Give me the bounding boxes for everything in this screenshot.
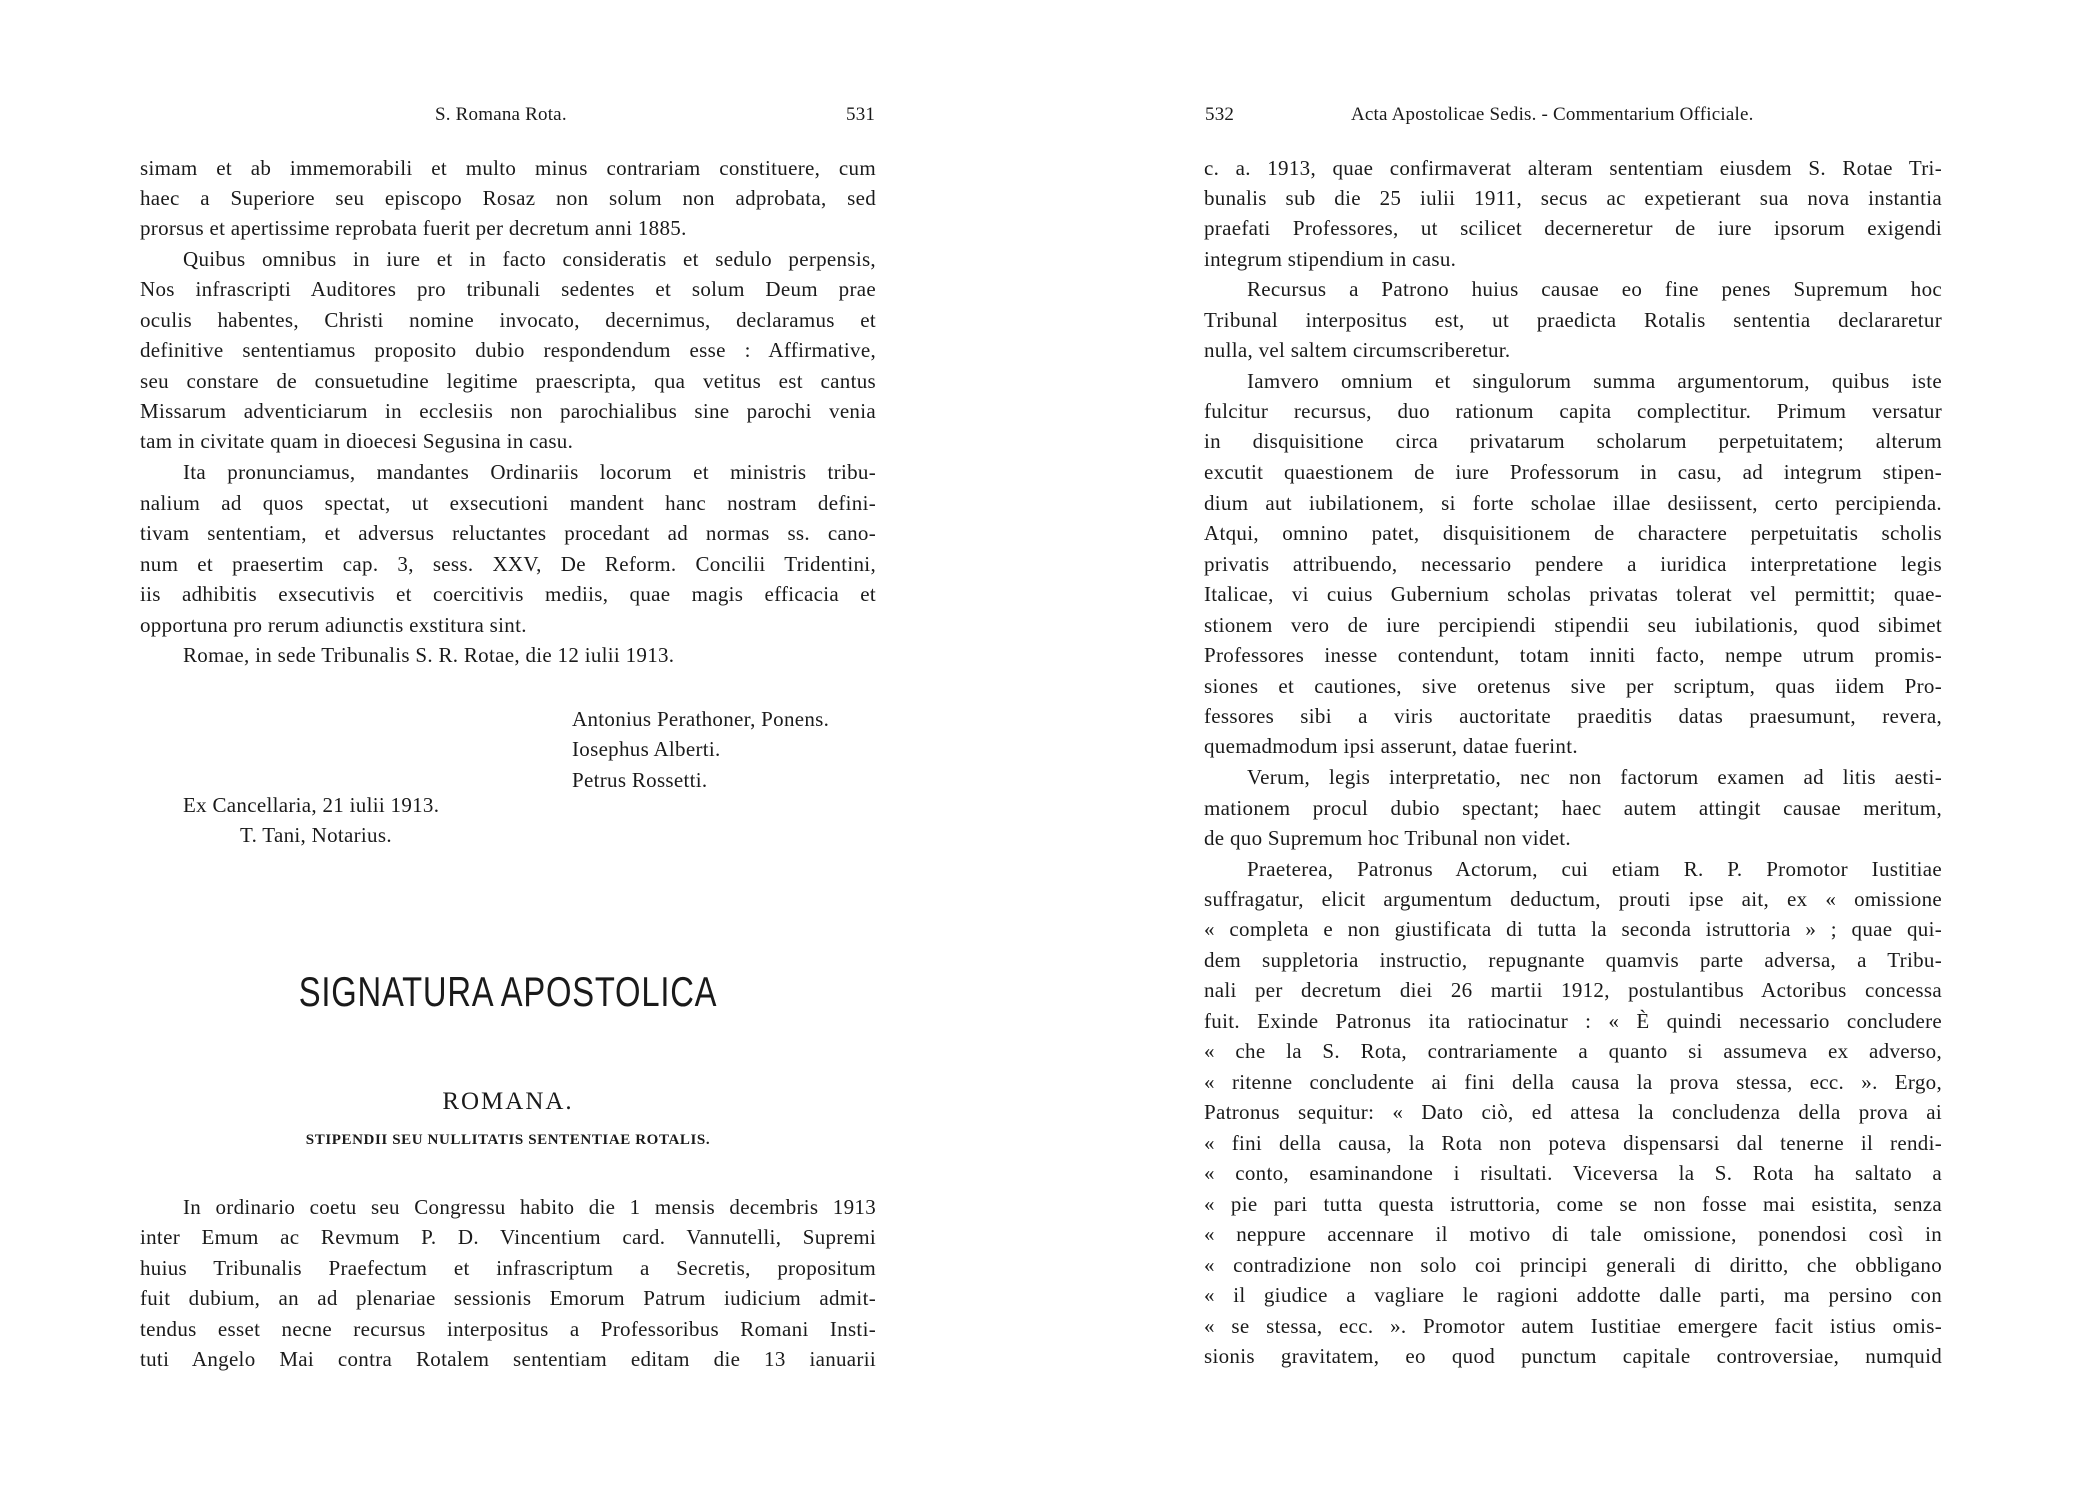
text-line: stionem vero de iure percipiendi stipendii seu iubilationis, quod sibimet	[1204, 613, 1942, 637]
text-line: « fini della causa, la Rota non poteva dispensarsi dal tenerne il rendi-	[1204, 1131, 1942, 1155]
notary: T. Tani, Notarius.	[240, 823, 392, 847]
text-line: nalium ad quos spectat, ut exsecutioni mandent hanc nostram defini-	[140, 491, 876, 515]
text-line: Tribunal interpositus est, ut praedicta Rotalis sententia declararetur	[1204, 308, 1942, 332]
text-line: Quibus omnibus in iure et in facto consideratis et sedulo perpensis,	[183, 247, 876, 271]
text-line: oculis habentes, Christi nomine invocato, decernimus, declaramus et	[140, 308, 876, 332]
text-line: definitive sententiamus proposito dubio respondendum esse : Affirmative,	[140, 338, 876, 362]
text-line: c. a. 1913, quae confirmaverat alteram sententiam eiusdem S. Rotae Tri-	[1204, 156, 1942, 180]
text-line: Missarum adventiciarum in ecclesiis non parochialibus sine parochi venia	[140, 399, 876, 423]
text-line: huius Tribunalis Praefectum et infrascriptum a Secretis, propositum	[140, 1256, 876, 1280]
text-line: Verum, legis interpretatio, nec non factorum examen ad litis aesti-	[1247, 765, 1942, 789]
text-line: excutit quaestionem de iure Professorum in casu, ad integrum stipen-	[1204, 460, 1942, 484]
text-line: dium aut iubilationem, si forte scholae illae desiissent, certo percipienda.	[1204, 491, 1942, 515]
text-line: Recursus a Patrono huius causae eo fine penes Supremum hoc	[1247, 277, 1942, 301]
text-line: opportuna pro rerum adiunctis exstitura sint.	[140, 613, 527, 637]
text-line: fessores sibi a viris auctoritate praeditis datas praesumunt, revera,	[1204, 704, 1942, 728]
text-line: fuit dubium, an ad plenariae sessionis Emorum Patrum iudicium admit-	[140, 1286, 876, 1310]
text-line: Nos infrascripti Auditores pro tribunali sedentes et solum Deum prae	[140, 277, 876, 301]
text-line: « conto, esaminandone i risultati. Viceversa la S. Rota ha saltato a	[1204, 1161, 1942, 1185]
text-line: « se stessa, ecc. ». Promotor autem Iustitiae emergere facit istius omis-	[1204, 1314, 1942, 1338]
text-line: « completa e non giustificata di tutta la seconda istruttoria » ; quae qui-	[1204, 917, 1942, 941]
text-line: « neppure accennare il motivo di tale omissione, ponendosi così in	[1204, 1222, 1942, 1246]
text-line: dem suppletoria instructio, repugnante quamvis parte adversa, a Tribu-	[1204, 948, 1942, 972]
chancery-date: Ex Cancellaria, 21 iulii 1913.	[183, 793, 440, 817]
text-line: Italicae, vi cuius Gubernium scholas privatas tolerat vel permittit; quae-	[1204, 582, 1942, 606]
text-line: Atqui, omnino patet, disquisitionem de charactere perpetuitatis scholis	[1204, 521, 1942, 545]
text-line: praefati Professores, ut scilicet decerneretur de iure ipsorum exigendi	[1204, 216, 1942, 240]
text-line: integrum stipendium in casu.	[1204, 247, 1457, 271]
case-title: ROMANA.	[442, 1088, 574, 1115]
text-line: Patronus sequitur: « Dato ciò, ed attesa la concludenza della prova ai	[1204, 1100, 1942, 1124]
text-line: simam et ab immemorabili et multo minus contrariam constituere, cum	[140, 156, 876, 180]
right-page	[1039, 0, 2078, 1500]
text-line: haec a Superiore seu episcopo Rosaz non solum non adprobata, sed	[140, 186, 876, 210]
text-line: iis adhibitis exsecutivis et coercitivis mediis, quae magis efficacia et	[140, 582, 876, 606]
text-line: inter Emum ac Revmum P. D. Vincentium card. Vannutelli, Supremi	[140, 1225, 876, 1249]
text-line: tam in civitate quam in dioecesi Segusina in casu.	[140, 429, 574, 453]
text-line: In ordinario coetu seu Congressu habito die 1 mensis decembris 1913	[183, 1195, 876, 1219]
text-line: mationem procul dubio spectant; haec autem attingit causae meritum,	[1204, 796, 1942, 820]
dateline: Romae, in sede Tribunalis S. R. Rotae, die 12 iulii 1913.	[183, 643, 675, 667]
text-line: tuti Angelo Mai contra Rotalem sententiam editam die 13 ianuarii	[140, 1347, 876, 1371]
signatory: Petrus Rossetti.	[572, 768, 708, 792]
text-line: quemadmodum ipsi asserunt, datae fuerint.	[1204, 734, 1578, 758]
text-line: de quo Supremum hoc Tribunal non videt.	[1204, 826, 1571, 850]
running-head-left: S. Romana Rota.	[435, 104, 567, 125]
text-line: fuit. Exinde Patronus ita ratiocinatur : « È quindi necessario concludere	[1204, 1009, 1942, 1033]
text-line: suffragatur, elicit argumentum deductum, prouti ipse ait, ex « omissione	[1204, 887, 1942, 911]
text-line: nulla, vel saltem circumscriberetur.	[1204, 338, 1511, 362]
case-subtitle: STIPENDII SEU NULLITATIS SENTENTIAE ROTALIS.	[305, 1132, 711, 1148]
text-line: privatis attribuendo, necessario pendere a iuridica interpretatione legis	[1204, 552, 1942, 576]
text-line: prorsus et apertissime reprobata fuerit per decretum anni 1885.	[140, 216, 687, 240]
text-line: Ita pronunciamus, mandantes Ordinariis locorum et ministris tribu-	[183, 460, 876, 484]
text-line: « ritenne concludente ai fini della causa la prova stessa, ecc. ». Ergo,	[1204, 1070, 1942, 1094]
page-number-right: 532	[1205, 104, 1235, 125]
page-number-left: 531	[846, 104, 876, 125]
text-line: sionis gravitatem, eo quod punctum capitale controversiae, numquid	[1204, 1344, 1942, 1368]
text-line: « che la S. Rota, contrariamente a quanto si assumeva ex adverso,	[1204, 1039, 1942, 1063]
text-line: Iamvero omnium et singulorum summa argumentorum, quibus iste	[1247, 369, 1942, 393]
section-title: SIGNATURA APOSTOLICA	[298, 968, 718, 1015]
signatory: Iosephus Alberti.	[572, 737, 721, 761]
signatory: Antonius Perathoner, Ponens.	[572, 707, 830, 731]
running-head-right: Acta Apostolicae Sedis. - Commentarium Officiale.	[1351, 104, 1754, 125]
text-line: tendus esset necne recursus interpositus a Professoribus Romani Insti-	[140, 1317, 876, 1341]
text-line: Professores inesse contendunt, totam inniti facto, nempe utrum promis-	[1204, 643, 1942, 667]
text-line: tivam sententiam, et adversus reluctantes procedant ad normas ss. cano-	[140, 521, 876, 545]
text-line: fulcitur recursus, duo rationum capita complectitur. Primum versatur	[1204, 399, 1942, 423]
text-line: « pie pari tutta questa istruttoria, come se non fosse mai esistita, senza	[1204, 1192, 1942, 1216]
text-line: seu constare de consuetudine legitime praescripta, qua vetitus est cantus	[140, 369, 876, 393]
text-line: siones et cautiones, sive oretenus sive per scriptum, quas iidem Pro-	[1204, 674, 1942, 698]
text-line: in disquisitione circa privatarum scholarum perpetuitatem; alterum	[1204, 429, 1942, 453]
text-line: « il giudice a vagliare le ragioni addotte dalle parti, ma persino con	[1204, 1283, 1942, 1307]
text-line: Praeterea, Patronus Actorum, cui etiam R. P. Promotor Iustitiae	[1247, 857, 1942, 881]
text-line: « contradizione non solo coi principi generali di diritto, che obbligano	[1204, 1253, 1942, 1277]
text-line: nali per decretum diei 26 martii 1912, postulantibus Actoribus concessa	[1204, 978, 1942, 1002]
text-line: bunalis sub die 25 iulii 1911, secus ac expetierant sua nova instantia	[1204, 186, 1942, 210]
text-line: num et praesertim cap. 3, sess. XXV, De Reform. Concilii Tridentini,	[140, 552, 876, 576]
